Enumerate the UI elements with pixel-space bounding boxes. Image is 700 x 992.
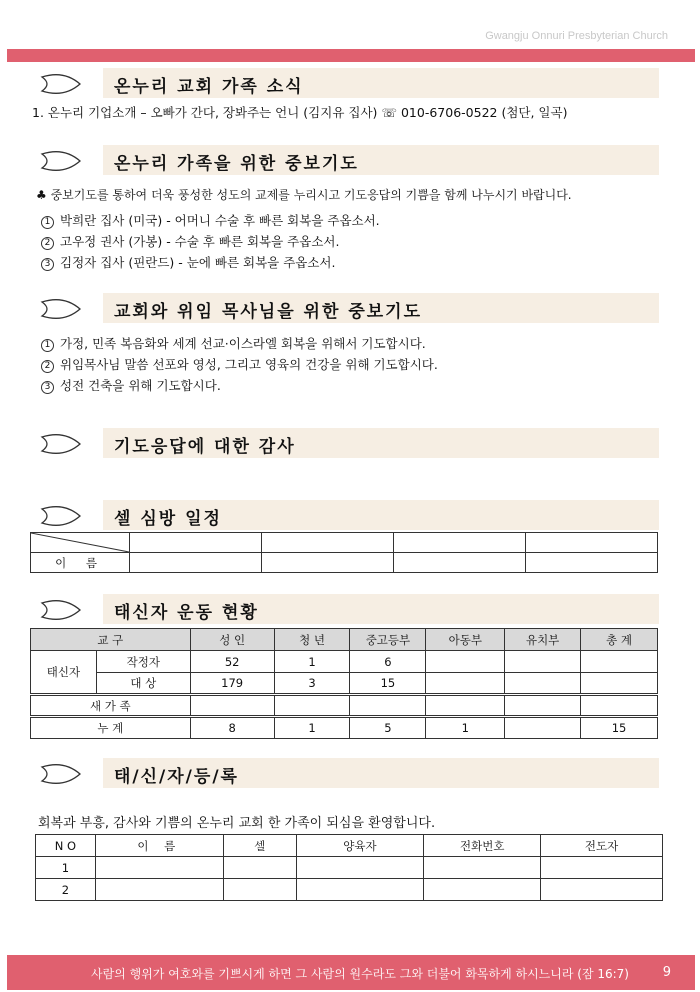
table-cell [426,673,505,695]
section-registration-header [40,758,660,788]
fish-icon [40,506,88,526]
group-label: 태신자 [31,651,97,695]
section-title: 태신자 운동 현황 [114,603,259,623]
footer-verse: 사람의 행위가 여호와를 기쁘시게 하면 그 사람의 원수라도 그와 더불어 화목하게 하시느니라 (잠 16:7) [91,967,629,981]
fish-icon [40,151,88,171]
table-cell [262,553,394,573]
table-cell [526,553,658,573]
section-title: 기도응답에 대한 감사 [114,437,296,457]
table-cell [296,857,424,879]
fish-icon [40,434,88,454]
table-cell: 5 [350,717,426,739]
page-number: 9 [662,965,671,980]
fish-icon [40,764,88,784]
table-cell [581,673,658,695]
table-cell: 3 [274,673,350,695]
column-header: 전화번호 [424,835,541,857]
church-prayer-item: 1 가정, 민족 복음화와 세계 선교·이스라엘 회복을 위해서 기도합시다. [41,334,426,352]
table-cell [394,533,526,553]
cell-visit-table [30,532,658,573]
table-cell [426,695,505,717]
column-header: 성 인 [190,629,274,651]
table-cell [526,533,658,553]
section-family-prayer-header [40,145,660,175]
row-number: 1 [36,857,96,879]
table-cell [95,857,223,879]
table-cell [130,553,262,573]
column-header: 이 름 [95,835,223,857]
row-label: 작정자 [96,651,190,673]
table-cell: 15 [350,673,426,695]
fish-icon [40,74,88,94]
section-cell-visit-header [40,500,660,530]
church-prayer-item: 3 성전 건축을 위해 기도합시다. [41,376,221,394]
evangelism-table [30,628,658,739]
table-cell [262,533,394,553]
table-cell [350,695,426,717]
table-cell [424,879,541,901]
family-news-item: 1. 온누리 기업소개 – 오빠가 간다, 장봐주는 언니 (김지유 집사) ☏ 010-6706-0522 (첨단, 일곡) [32,105,568,120]
column-header: 청 년 [274,629,350,651]
column-header: 총 계 [581,629,658,651]
row-label: 새 가 족 [31,695,191,717]
table-cell [274,695,350,717]
top-accent-bar [7,49,695,62]
section-church-prayer-header [40,293,660,323]
column-header: 전도자 [541,835,663,857]
table-cell [505,695,581,717]
table-cell: 1 [426,717,505,739]
column-header: 교 구 [31,629,191,651]
fish-icon [40,299,88,319]
table-cell [296,879,424,901]
table-cell: 52 [190,651,274,673]
section-title: 온누리 교회 가족 소식 [114,77,304,97]
section-title: 교회와 위임 목사님을 위한 중보기도 [114,302,423,322]
section-title: 태/신/자/등/록 [114,767,239,787]
column-header: 아동부 [426,629,505,651]
prayer-item: 3 김정자 집사 (핀란드) - 눈에 빠른 회복을 주옵소서. [41,253,335,271]
table-cell [223,857,296,879]
table-cell [223,879,296,901]
table-cell [541,857,663,879]
table-cell: 1 [274,651,350,673]
row-label: 대 상 [96,673,190,695]
table-cell [581,651,658,673]
church-name: Gwangju Onnuri Presbyterian Church [485,30,668,42]
registration-table [35,834,663,901]
diagonal-line [31,533,129,552]
section-evangelism-header [40,594,660,624]
section-title: 온누리 가족을 위한 중보기도 [114,154,359,174]
table-cell [581,695,658,717]
table-cell: 6 [350,651,426,673]
prayer-item: 1 박희란 집사 (미국) - 어머니 수술 후 빠른 회복을 주옵소서. [41,211,380,229]
prayer-intro: ♣ 중보기도를 통하여 더욱 풍성한 성도의 교제를 누리시고 기도응답의 기쁨을 함께 나누시기 바랍니다. [36,188,572,202]
row-number: 2 [36,879,96,901]
column-header: 유치부 [505,629,581,651]
table-cell [505,673,581,695]
row-label: 누 계 [31,717,191,739]
diagonal-header-cell [31,533,130,553]
table-cell: 179 [190,673,274,695]
table-cell: 15 [581,717,658,739]
table-cell [505,651,581,673]
section-family-news-header [40,68,660,98]
table-cell: 1 [274,717,350,739]
column-header: 양육자 [296,835,424,857]
column-header: 중고등부 [350,629,426,651]
table-cell [426,651,505,673]
fish-icon [40,600,88,620]
column-header: 셀 [223,835,296,857]
table-cell [541,879,663,901]
row-label: 이 름 [31,553,130,573]
table-cell [130,533,262,553]
column-header: N O [36,835,96,857]
table-cell [394,553,526,573]
table-cell [424,857,541,879]
table-cell: 8 [190,717,274,739]
section-title: 셀 심방 일정 [114,509,222,529]
prayer-item: 2 고우정 권사 (가봉) - 수술 후 빠른 회복을 주옵소서. [41,232,339,250]
table-cell [190,695,274,717]
table-cell [95,879,223,901]
church-prayer-item: 2 위임목사님 말씀 선포와 영성, 그리고 영육의 건강을 위해 기도합시다. [41,355,438,373]
table-cell [505,717,581,739]
welcome-text: 회복과 부흥, 감사와 기쁨의 온누리 교회 한 가족이 되심을 환영합니다. [38,816,436,831]
section-thanks-header [40,428,660,458]
footer-bar [7,955,695,990]
